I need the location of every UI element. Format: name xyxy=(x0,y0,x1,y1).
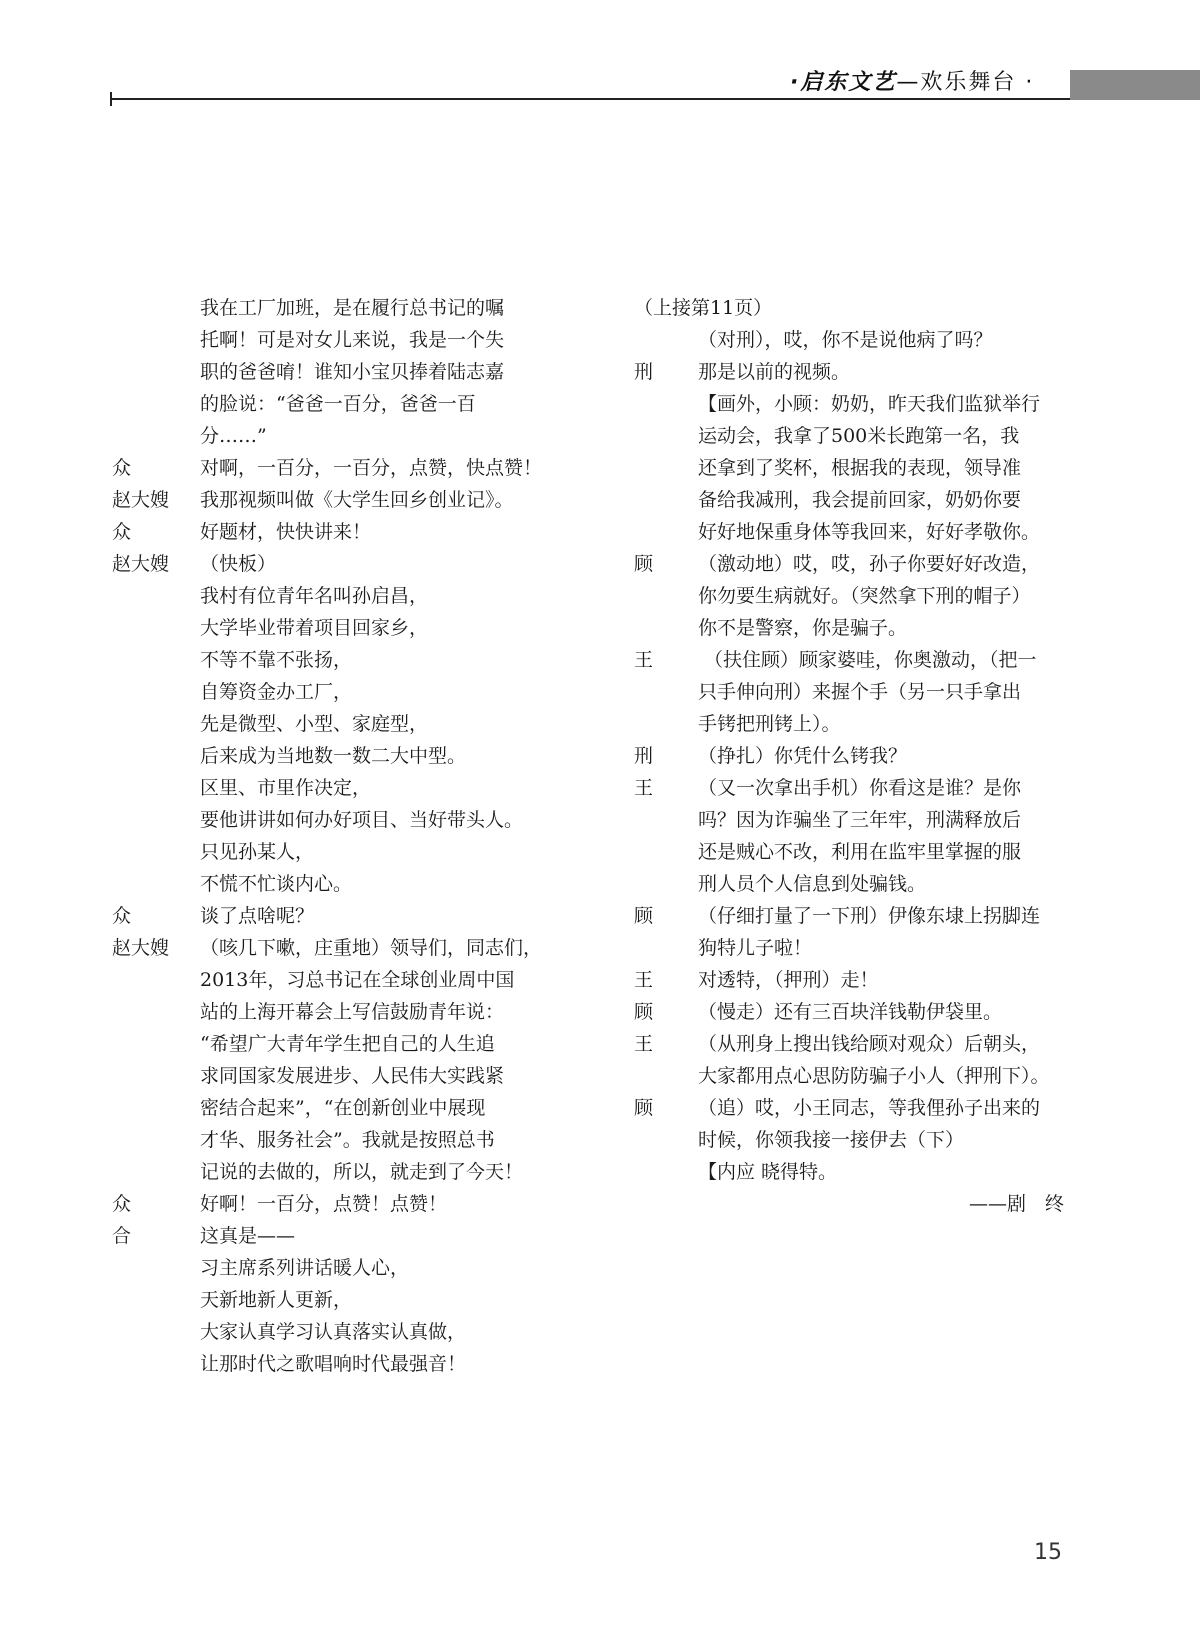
line-text: 才华、服务社会”。我就是按照总书 xyxy=(200,1129,495,1151)
line-text: 求同国家发展进步、人民伟大实践紧 xyxy=(200,1065,505,1087)
line-text: 对透特，（押刑）走！ xyxy=(698,969,879,991)
speaker-name: 顾 xyxy=(634,1001,654,1023)
script-line xyxy=(634,1124,1074,1156)
line-text: 职的爸爸唷！谁知小宝贝捧着陆志嘉 xyxy=(200,361,505,383)
line-text: 站的上海开幕会上写信鼓励青年说： xyxy=(200,1001,505,1023)
script-line xyxy=(112,452,552,484)
line-text: （咳几下嗽，庄重地）领导们，同志们， xyxy=(200,937,543,959)
line-text: （扶住顾）顾家婆哇，你奥激动，（把一 xyxy=(704,649,1037,671)
speaker-name: 赵大嫂 xyxy=(112,553,170,575)
line-text: （挣扎）你凭什么铐我？ xyxy=(698,745,908,767)
speaker-name: 赵大嫂 xyxy=(112,489,170,511)
left-column xyxy=(112,292,552,1380)
line-text: 好题材，快快讲来！ xyxy=(200,521,372,543)
script-line xyxy=(112,708,552,740)
line-text: （从刑身上搜出钱给顾对观众）后朝头， xyxy=(698,1033,1041,1055)
script-line xyxy=(112,804,552,836)
speaker-name: 众 xyxy=(112,1193,132,1215)
line-text: 对啊，一百分，一百分，点赞，快点赞！ xyxy=(200,457,543,479)
line-text: 那是以前的视频。 xyxy=(698,361,851,383)
line-text: 刑人员个人信息到处骗钱。 xyxy=(698,873,927,895)
line-text: 狗特儿子啦！ xyxy=(698,937,813,959)
speaker-name: 赵大嫂 xyxy=(112,937,170,959)
script-line xyxy=(634,804,1074,836)
speaker-name: 王 xyxy=(634,1033,654,1055)
line-text: 的脸说：“爸爸一百分，爸爸一百 xyxy=(200,393,476,415)
line-text: 不慌不忙谈内心。 xyxy=(200,873,353,895)
script-line xyxy=(112,964,552,996)
script-line xyxy=(634,548,1074,580)
script-line xyxy=(634,772,1074,804)
script-line xyxy=(634,932,1074,964)
script-line xyxy=(112,356,552,388)
script-line xyxy=(112,1188,552,1220)
line-text: 备给我减刑，我会提前回家，奶奶你要 xyxy=(698,489,1022,511)
script-line xyxy=(634,356,1074,388)
line-text: 手铐把刑铐上）。 xyxy=(698,713,841,735)
speaker-name: 顾 xyxy=(634,1097,654,1119)
line-text: 习主席系列讲话暖人心， xyxy=(200,1257,410,1279)
script-line xyxy=(634,868,1074,900)
line-text: 还拿到了奖杯，根据我的表现，领导准 xyxy=(698,457,1022,479)
script-line xyxy=(112,1156,552,1188)
script-line xyxy=(112,324,552,356)
line-text: 运动会，我拿了500米长跑第一名，我 xyxy=(698,425,1020,447)
speaker-name: 王 xyxy=(634,777,654,799)
script-line xyxy=(634,612,1074,644)
line-text: 要他讲讲如何办好项目、当好带头人。 xyxy=(200,809,524,831)
speaker-name: 王 xyxy=(634,649,654,671)
script-line xyxy=(634,900,1074,932)
header-brand: ·启东文艺 xyxy=(790,70,897,95)
line-text: 区里、市里作决定， xyxy=(200,777,372,799)
script-line xyxy=(112,996,552,1028)
script-line xyxy=(112,932,552,964)
script-line xyxy=(634,452,1074,484)
line-text: 还是贼心不改，利用在监牢里掌握的服 xyxy=(698,841,1022,863)
line-text: 我村有位青年名叫孙启昌， xyxy=(200,585,429,607)
script-line xyxy=(634,964,1074,996)
script-line xyxy=(634,1060,1074,1092)
page-number: 15 xyxy=(1034,1540,1062,1565)
script-line xyxy=(634,484,1074,516)
line-text: 只见孙某人， xyxy=(200,841,315,863)
speaker-name: 刑 xyxy=(634,361,654,383)
script-line xyxy=(634,644,1074,676)
speaker-name: 顾 xyxy=(634,905,654,927)
script-line xyxy=(112,484,552,516)
header-section: —欢乐舞台 · xyxy=(896,70,1035,95)
script-line xyxy=(634,836,1074,868)
end-mark: ——剧 终 xyxy=(968,1193,1064,1215)
continuation-note: （上接第11页） xyxy=(634,297,773,319)
right-column xyxy=(634,292,1074,1220)
header-gray-block xyxy=(1070,70,1200,100)
script-line xyxy=(112,612,552,644)
line-text: 你勿要生病就好。（突然拿下刑的帽子） xyxy=(698,585,1031,607)
end-mark-line xyxy=(634,1188,1074,1220)
line-text: 吗？因为诈骗坐了三年牢，刑满释放后 xyxy=(698,809,1022,831)
script-line xyxy=(112,772,552,804)
script-line xyxy=(112,1124,552,1156)
script-line xyxy=(634,1092,1074,1124)
line-text: 这真是—— xyxy=(200,1225,296,1247)
script-line xyxy=(634,516,1074,548)
script-line xyxy=(112,292,552,324)
script-line xyxy=(112,516,552,548)
line-text: 大家认真学习认真落实认真做， xyxy=(200,1321,467,1343)
speaker-name: 众 xyxy=(112,521,132,543)
script-line xyxy=(112,580,552,612)
script-line xyxy=(112,1060,552,1092)
line-text: 自筹资金办工厂， xyxy=(200,681,353,703)
script-line xyxy=(634,1156,1074,1188)
line-text: 2013年，习总书记在全球创业周中国 xyxy=(200,969,515,991)
line-text: “希望广大青年学生把自己的人生追 xyxy=(200,1033,495,1055)
line-text: 密结合起来”，“在创新创业中展现 xyxy=(200,1097,486,1119)
script-line xyxy=(112,644,552,676)
script-line xyxy=(634,388,1074,420)
speaker-name: 王 xyxy=(634,969,654,991)
script-line xyxy=(112,740,552,772)
line-text: 托啊！可是对女儿来说，我是一个失 xyxy=(200,329,505,351)
line-text: （仔细打量了一下刑）伊像东埭上拐脚连 xyxy=(698,905,1041,927)
line-text: 分……” xyxy=(200,425,267,447)
line-text: （激动地）哎，哎，孙子你要好好改造， xyxy=(698,553,1041,575)
speaker-name: 众 xyxy=(112,457,132,479)
line-text: （快板） xyxy=(200,553,277,575)
speaker-name: 顾 xyxy=(634,553,654,575)
script-line xyxy=(634,1028,1074,1060)
running-header xyxy=(790,68,1034,98)
line-text: 后来成为当地数一数二大中型。 xyxy=(200,745,467,767)
script-line xyxy=(112,868,552,900)
line-text: 我那视频叫做《大学生回乡创业记》。 xyxy=(200,489,514,511)
script-line xyxy=(634,740,1074,772)
speaker-name: 合 xyxy=(112,1225,132,1247)
script-line xyxy=(112,676,552,708)
line-text: 你不是警察，你是骗子。 xyxy=(698,617,908,639)
line-text: 时候，你领我接一接伊去（下） xyxy=(698,1129,965,1151)
line-text: 大学毕业带着项目回家乡， xyxy=(200,617,429,639)
script-line xyxy=(634,708,1074,740)
script-line xyxy=(112,1028,552,1060)
script-line xyxy=(112,1348,552,1380)
script-line xyxy=(112,1316,552,1348)
line-text: 天新地新人更新， xyxy=(200,1289,353,1311)
line-text: 【画外，小顾：奶奶，昨天我们监狱举行 xyxy=(698,393,1041,415)
script-line xyxy=(112,900,552,932)
script-line xyxy=(112,1092,552,1124)
line-text: （对刑），哎，你不是说他病了吗？ xyxy=(698,329,993,351)
line-text: 谈了点啥呢？ xyxy=(200,905,315,927)
speaker-name: 刑 xyxy=(634,745,654,767)
line-text: 只手伸向刑）来握个手（另一只手拿出 xyxy=(698,681,1022,703)
script-line xyxy=(112,388,552,420)
line-text: 大家都用点心思防防骗子小人（押刑下）。 xyxy=(698,1065,1050,1087)
script-line xyxy=(112,1220,552,1252)
line-text: 我在工厂加班，是在履行总书记的嘱 xyxy=(200,297,505,319)
script-line xyxy=(112,1284,552,1316)
line-text: （慢走）还有三百块洋钱勒伊袋里。 xyxy=(698,1001,1003,1023)
header-rule xyxy=(112,98,1152,100)
speaker-name: 众 xyxy=(112,905,132,927)
line-text: 好啊！一百分，点赞！点赞！ xyxy=(200,1193,448,1215)
script-line xyxy=(112,420,552,452)
line-text: 不等不靠不张扬， xyxy=(200,649,353,671)
script-line xyxy=(634,292,1074,324)
script-line xyxy=(112,1252,552,1284)
line-text: （追）哎，小王同志，等我俚孙子出来的 xyxy=(698,1097,1041,1119)
line-text: 好好地保重身体等我回来，好好孝敬你。 xyxy=(698,521,1041,543)
line-text: 记说的去做的，所以，就走到了今天！ xyxy=(200,1161,524,1183)
line-text: 先是微型、小型、家庭型， xyxy=(200,713,429,735)
script-line xyxy=(634,420,1074,452)
script-line xyxy=(634,676,1074,708)
line-text: 【内应 晓得特。 xyxy=(698,1161,838,1183)
line-text: （又一次拿出手机）你看这是谁？是你 xyxy=(698,777,1022,799)
script-line xyxy=(112,548,552,580)
script-line xyxy=(634,996,1074,1028)
script-line xyxy=(112,836,552,868)
script-line xyxy=(634,324,1074,356)
line-text: 让那时代之歌唱响时代最强音！ xyxy=(200,1353,467,1375)
script-line xyxy=(634,580,1074,612)
